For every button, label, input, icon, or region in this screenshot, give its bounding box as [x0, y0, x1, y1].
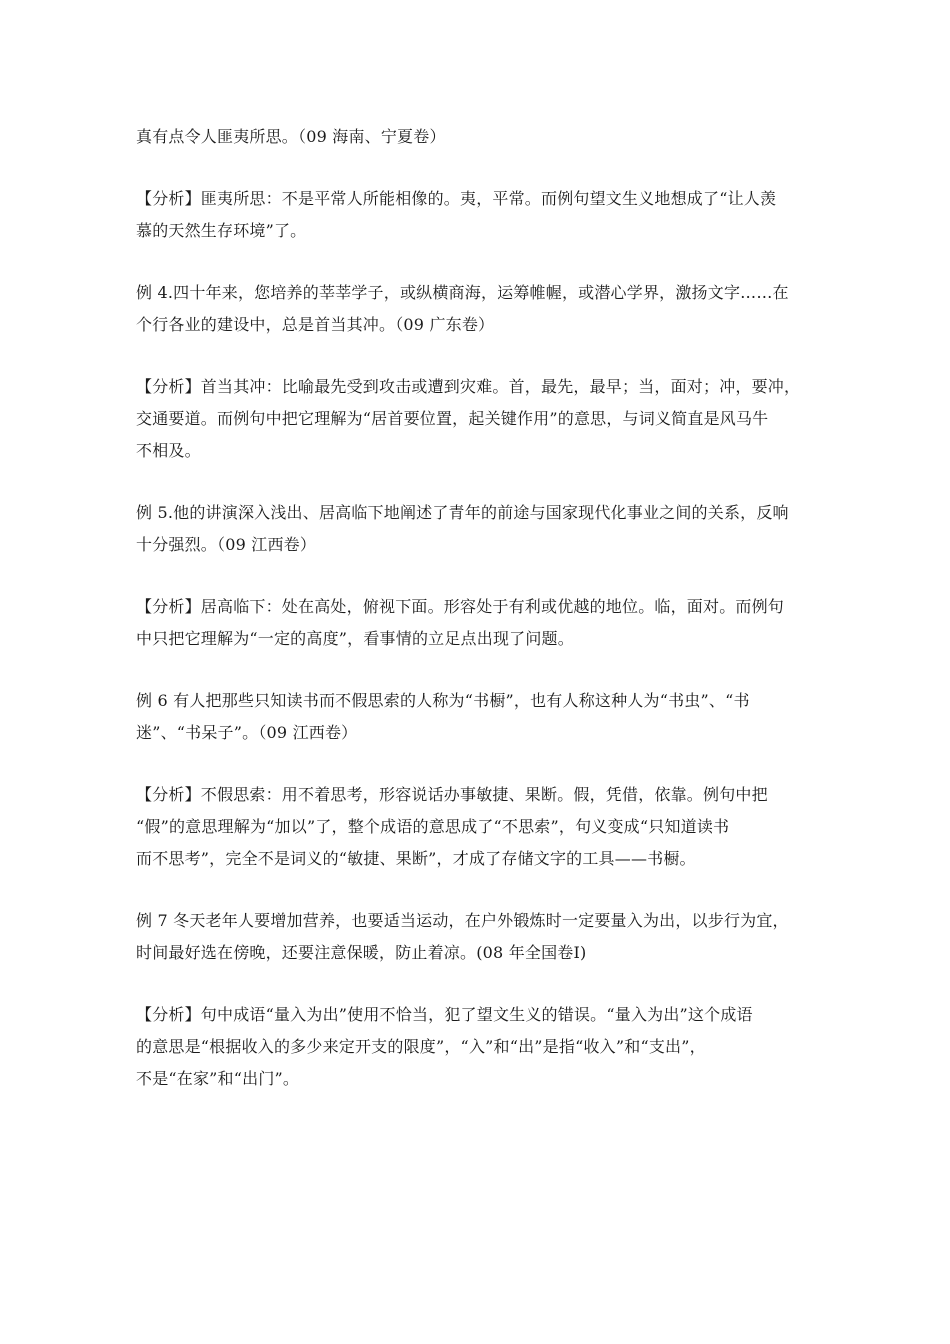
text-line: 【分析】首当其冲：比喻最先受到攻击或遭到灾难。首，最先，最早；当，面对；冲，要冲， — [136, 377, 801, 396]
text-line: 【分析】不假思索：用不着思考，形容说话办事敏捷、果断。假，凭借，依靠。例句中把 — [136, 785, 768, 804]
text-line: 例 6 有人把那些只知读书而不假思索的人称为“书橱”，也有人称这种人为“书虫”、“书 — [136, 691, 750, 710]
text-line: 【分析】匪夷所思：不是平常人所能相像的。夷，平常。而例句望文生义地想成了“让人羡 — [136, 189, 777, 208]
text-line: 【分析】句中成语“量入为出”使用不恰当，犯了望文生义的错误。“量入为出”这个成语 — [136, 1005, 753, 1024]
paragraph-analysis-6 — [136, 779, 826, 875]
text-line: 交通要道。而例句中把它理解为“居首要位置，起关键作用”的意思，与词义简直是风马牛 — [136, 409, 769, 428]
paragraph-example-3-end — [136, 121, 826, 153]
text-line: 【分析】居高临下：处在高处，俯视下面。形容处于有利或优越的地位。临，面对。而例句 — [136, 597, 785, 616]
paragraph-analysis-3 — [136, 183, 826, 247]
text-line: 例 7 冬天老年人要增加营养，也要适当运动，在户外锻炼时一定要量入为出，以步行为宜， — [136, 911, 789, 930]
paragraph-example-4 — [136, 277, 826, 341]
paragraph-example-5 — [136, 497, 826, 561]
text-line: 时间最好选在傍晚，还要注意保暖，防止着凉。(08 年全国卷Ⅰ) — [136, 943, 587, 962]
text-line: 而不思考”，完全不是词义的“敏捷、果断”，才成了存储文字的工具——书橱。 — [136, 849, 696, 868]
paragraph-analysis-7 — [136, 999, 826, 1095]
text-line: 例 4.四十年来，您培养的莘莘学子，或纵横商海，运筹帷幄，或潜心学界，激扬文字……在 — [136, 283, 789, 302]
text-line: 迷”、“书呆子”。（09 江西卷） — [136, 723, 358, 742]
paragraph-analysis-4 — [136, 371, 826, 467]
text-line: 真有点令人匪夷所思。（09 海南、宁夏卷） — [136, 127, 446, 146]
text-line: 不相及。 — [136, 441, 201, 460]
text-line: 中只把它理解为“一定的高度”，看事情的立足点出现了问题。 — [136, 629, 574, 648]
text-line: 的意思是“根据收入的多少来定开支的限度”，“入”和“出”是指“收入”和“支出”， — [136, 1037, 706, 1056]
paragraph-example-7 — [136, 905, 826, 969]
text-line: “假”的意思理解为“加以”了，整个成语的意思成了“不思索”，句义变成“只知道读书 — [136, 817, 730, 836]
paragraph-analysis-5 — [136, 591, 826, 655]
text-line: 个行各业的建设中，总是首当其冲。（09 广东卷） — [136, 315, 495, 334]
paragraph-example-6 — [136, 685, 826, 749]
text-line: 例 5.他的讲演深入浅出、居高临下地阐述了青年的前途与国家现代化事业之间的关系，反响 — [136, 503, 789, 522]
text-line: 不是“在家”和“出门”。 — [136, 1069, 300, 1088]
document-body — [136, 121, 826, 1125]
text-line: 慕的天然生存环境”了。 — [136, 221, 307, 240]
text-line: 十分强烈。（09 江西卷） — [136, 535, 317, 554]
